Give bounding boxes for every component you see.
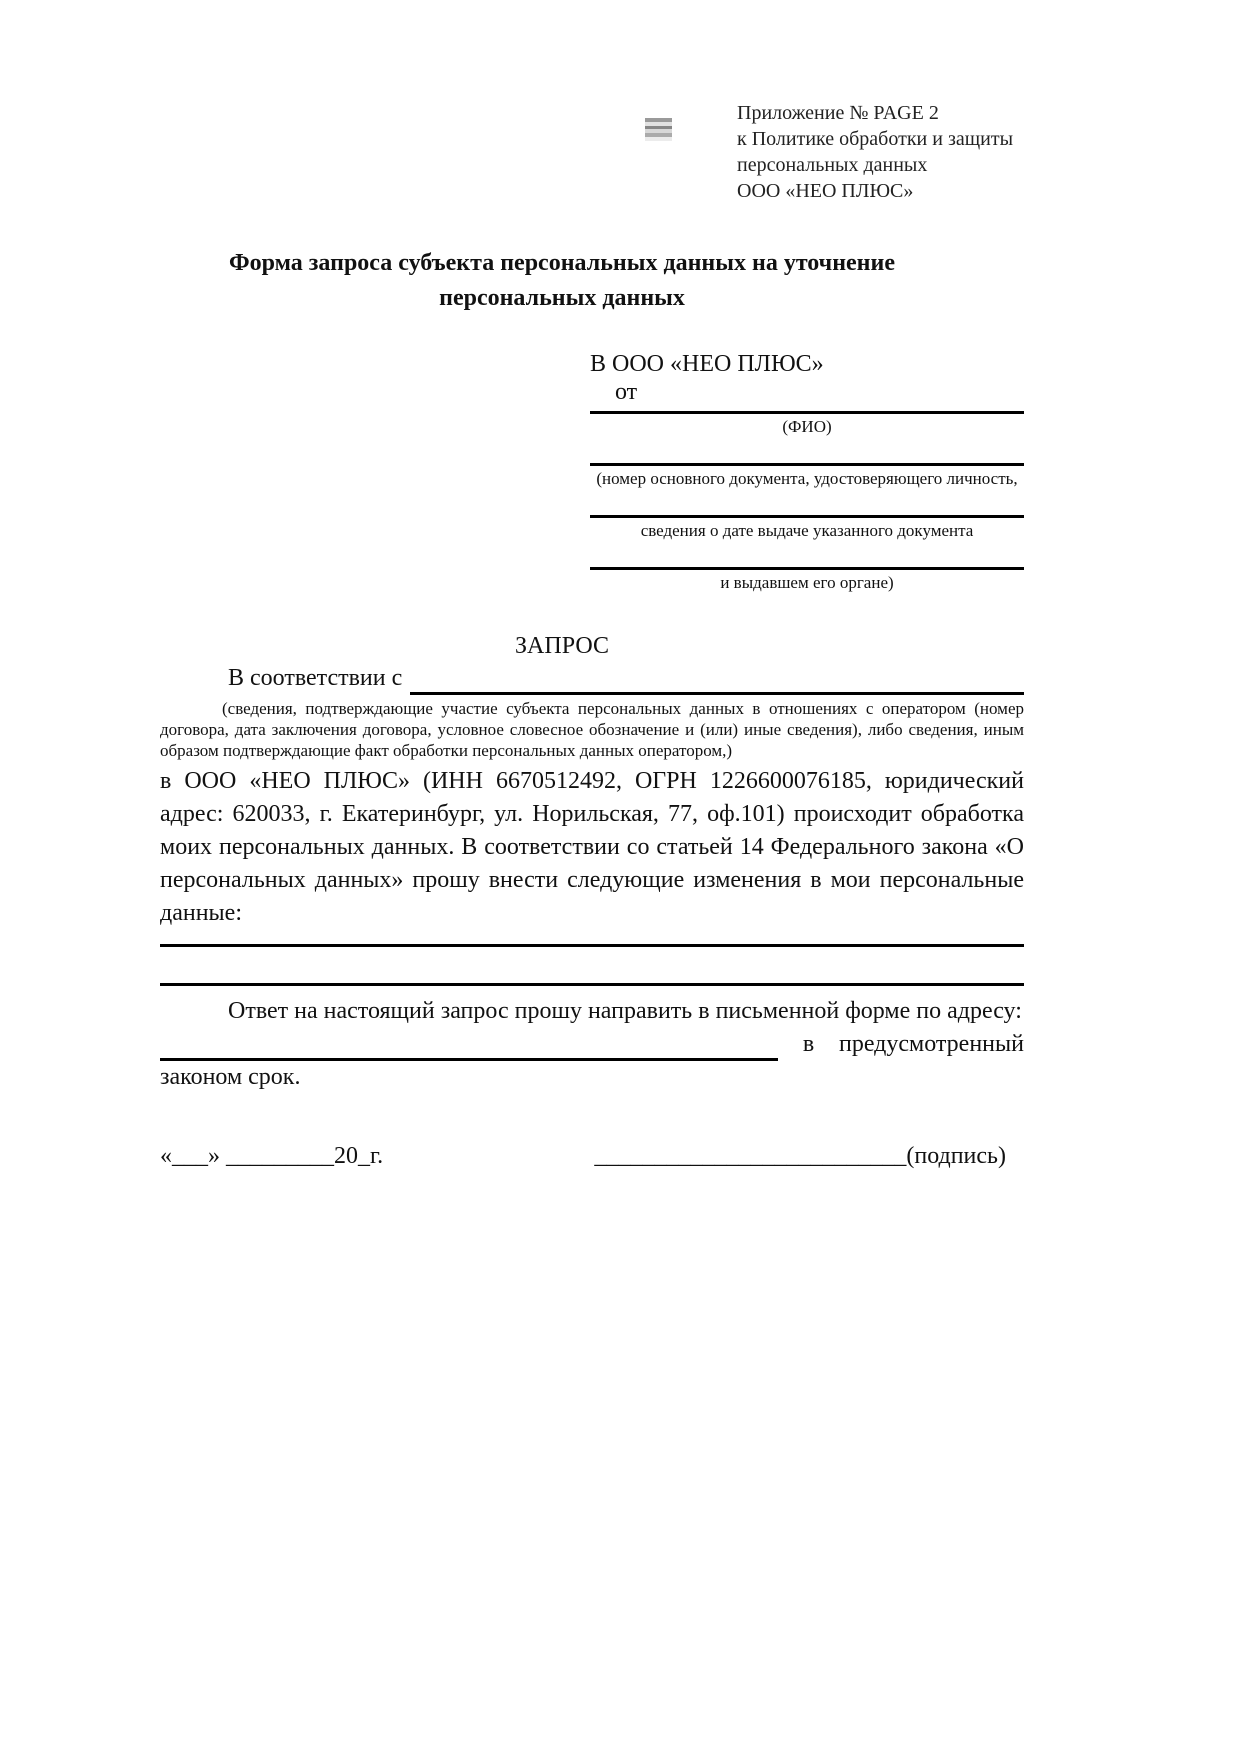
header-note-line: Приложение № PAGE 2 (737, 102, 939, 124)
addressee-to: В ООО «НЕО ПЛЮС» (590, 351, 824, 377)
intro-prefix: В соответствии с (228, 665, 403, 691)
reply-tail: законом срок. (160, 1064, 301, 1090)
fine-print-note: (сведения, подтверждающие участие субъекта персональных данных в отношениях с оператором (номер договора, дата заключения договора, условное словесное обозначение и (или) иные сведения), либо сведения, иным образом подтверждающие факт обработки персональных данных оператором,) (160, 699, 1024, 760)
form-title: Форма запроса субъекта персональных данных на уточнение персональных данных (229, 250, 895, 311)
field-code-artifact-icon (645, 118, 672, 141)
issue-date-field (590, 489, 1024, 541)
date-blank: «___» _________20_г. (160, 1143, 384, 1169)
issue-date-fill-line (590, 489, 1024, 518)
signature-caption: (подпись) (906, 1143, 1006, 1169)
fio-field (590, 406, 1024, 437)
header-note-line: ООО «НЕО ПЛЮС» (737, 180, 914, 202)
addressee-block (590, 350, 1024, 593)
issuing-authority-caption: и выдавшем его органе) (720, 573, 894, 592)
addressee-from-label: от (615, 379, 638, 405)
issuing-authority-field (590, 541, 1024, 593)
intro-fill-line (410, 664, 1024, 695)
issuing-authority-fill-line (590, 541, 1024, 570)
request-heading: ЗАПРОС (515, 633, 609, 659)
reply-word-v: в (802, 1031, 815, 1057)
intro-line (160, 662, 1024, 695)
reply-word-predusmotrennyj: предусмотренный (838, 1031, 1024, 1057)
date-signature-row (160, 1140, 1024, 1173)
header-note-line: к Политике обработки и защиты (737, 128, 1014, 150)
signature-blank (594, 1140, 1006, 1173)
fio-fill-line (590, 406, 1024, 414)
header-note (737, 100, 1024, 204)
reply-address-line (160, 1028, 1024, 1061)
changes-fill-line-1 (160, 930, 1024, 947)
document-number-caption: (номер основного документа, удостоверяющего личность, (596, 469, 1018, 488)
address-fill-line (160, 1030, 778, 1061)
issue-date-caption: сведения о дате выдаче указанного документа (640, 521, 974, 540)
document-number-fill-line (590, 437, 1024, 466)
request-body: в ООО «НЕО ПЛЮС» (ИНН 6670512492, ОГРН 1226600076185, юридический адрес: 620033, г. Екатеринбург, ул. Норильская, 77, оф.101) происходит обработка моих персональных данных. В соответствии со статьей 14 Федерального закона «О персональных данных» прошу внести следующие изменения в мои персональные данные: (160, 768, 1024, 926)
fio-caption: (ФИО) (782, 417, 832, 436)
changes-fill-line-2 (160, 947, 1024, 986)
header-note-line: персональных данных (737, 154, 928, 176)
document-number-field (590, 437, 1024, 489)
signature-line: __________________________ (594, 1143, 907, 1169)
reply-paragraph: Ответ на настоящий запрос прошу направить в письменной форме по адресу: (228, 998, 1022, 1024)
